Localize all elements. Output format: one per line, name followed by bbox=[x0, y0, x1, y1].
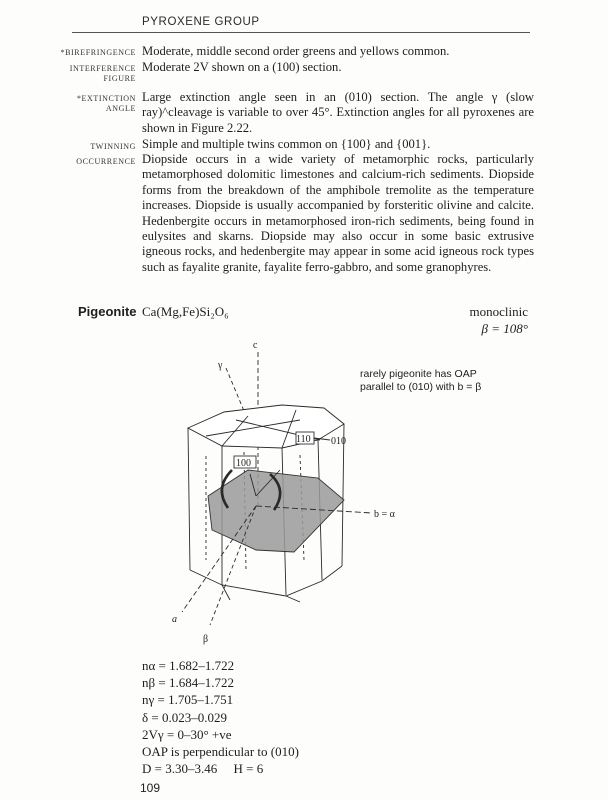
prop-oap: OAP is perpendicular to (010) bbox=[142, 744, 299, 760]
text-twinning: Simple and multiple twins common on {100} and {001}. bbox=[142, 137, 431, 151]
label-gamma: γ bbox=[218, 360, 223, 371]
prop-n-alpha: nα = 1.682–1.722 bbox=[142, 658, 235, 673]
prop-delta: δ = 0.023–0.029 bbox=[142, 709, 227, 725]
running-header: PYROXENE GROUP bbox=[142, 16, 260, 28]
label-extinction-2: ANGLE bbox=[105, 104, 136, 113]
optical-properties bbox=[142, 657, 299, 777]
crystal-bottom-edge bbox=[190, 566, 342, 596]
text-extinction-angle: Large extinction angle seen in an (010) section. The angle γ (slow ray)^cleavage is variable to over 45°. Extinction angles for all pyroxenes are shown in Figure 2.22. bbox=[142, 90, 534, 135]
label-occurrence: OCCURRENCE bbox=[76, 157, 136, 166]
label-010: 010 bbox=[331, 436, 346, 447]
page-number: 109 bbox=[140, 781, 161, 795]
mineral-name: Pigeonite bbox=[78, 304, 137, 319]
label-birefringence: *BIREFRINGENCE bbox=[60, 48, 136, 57]
label-b-alpha: b = α bbox=[374, 509, 395, 520]
label-beta: β bbox=[203, 634, 209, 645]
prop-n-beta: nβ = 1.684–1.722 bbox=[142, 675, 234, 691]
label-interference-2: FIGURE bbox=[103, 74, 136, 83]
text-occurrence: Diopside occurs in a wide variety of metamorphic rocks, particularly metamorphosed dolomitic limestones and calcium-rich sediments. Diopside forms from the breakdown of the amphibole tremolite as the temperature increases. Diopside is usually accompanied by forsteritic olivine and calcite. Hedenbergite occurs in metamorphosed iron-rich sediments, being found in eulysites and skarns. Diopside may also occur in some basic extrusive igneous rocks, and hedenbergite may appear in some acid igneous rock types such as fayalite granite, fayalite ferro-gabbro, and some granophyres. bbox=[142, 152, 534, 274]
label-a: a bbox=[172, 614, 177, 625]
beta-angle: β = 108° bbox=[481, 321, 528, 336]
label-100: 100 bbox=[236, 458, 251, 469]
label-extinction-1: *EXTINCTION bbox=[76, 94, 136, 103]
crystal-system: monoclinic bbox=[469, 304, 528, 319]
prop-density-hardness: D = 3.30–3.46 H = 6 bbox=[142, 761, 264, 777]
prop-n-gamma: nγ = 1.705–1.751 bbox=[142, 692, 234, 708]
text-interference-figure: Moderate 2V shown on a (100) section. bbox=[142, 60, 342, 74]
diagram-note: rarely pigeonite has OAP parallel to (010) with b = β bbox=[360, 368, 482, 393]
label-c: c bbox=[253, 340, 258, 351]
crystal-top-face bbox=[188, 405, 344, 448]
mineral-formula: Ca(Mg,Fe)Si₂O₆ bbox=[142, 304, 229, 319]
label-interference-1: INTERFERENCE bbox=[69, 64, 136, 73]
label-twinning: TWINNING bbox=[90, 142, 136, 151]
prop-2v: 2Vγ = 0–30° +ve bbox=[142, 726, 232, 742]
label-110: 110 bbox=[296, 434, 311, 445]
text-birefringence: Moderate, middle second order greens and yellows common. bbox=[142, 44, 450, 58]
prism-edge-left bbox=[188, 428, 190, 570]
